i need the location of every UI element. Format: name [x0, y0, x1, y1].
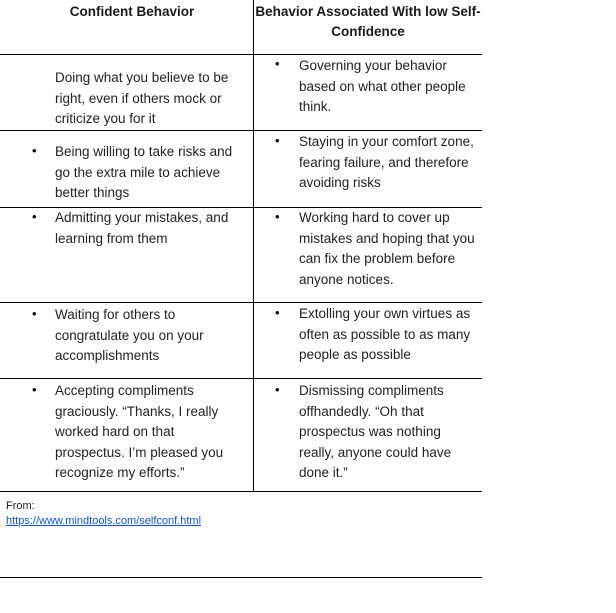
bullet-icon: • [32, 209, 37, 224]
row-3-confident-text: Admitting your mistakes, and learning from them [55, 210, 229, 246]
bullet-icon: • [32, 306, 37, 321]
bullet-icon: • [275, 209, 280, 224]
source-link[interactable]: https://www.mindtools.com/selfconf.html [6, 515, 202, 527]
row-2-low-confidence-text: Staying in your comfort zone, fearing failure, and therefore avoiding risks [299, 134, 474, 190]
source-footer [6, 499, 201, 529]
bullet-icon: • [32, 382, 37, 397]
row-1-confident-text: Doing what you believe to be right, even if others mock or criticize you for it [55, 70, 229, 126]
source-label: From: [6, 500, 35, 512]
header-low-confidence-behavior: Behavior Associated With low Self-Confidence [255, 4, 481, 39]
row-rule-3 [0, 302, 482, 303]
header-bottom-rule [0, 54, 482, 55]
bullet-icon: • [275, 56, 280, 71]
row-rule-1 [0, 130, 482, 131]
row-rule-5 [0, 491, 482, 492]
bullet-icon: • [32, 143, 37, 158]
header-confident-behavior: Confident Behavior [69, 4, 195, 19]
row-4-confident-text: Waiting for others to congratulate you on your accomplishments [55, 307, 204, 363]
row-1-low-confidence-text: Governing your behavior based on what other people think. [299, 58, 466, 114]
bullet-icon: • [275, 133, 280, 148]
row-rule-4 [0, 378, 482, 379]
page-bottom-rule [0, 577, 482, 578]
column-divider [253, 0, 254, 491]
bullet-icon: • [275, 382, 280, 397]
bullet-icon: • [275, 305, 280, 320]
row-2-confident-text: Being willing to take risks and go the extra mile to achieve better things [55, 144, 233, 200]
row-5-low-confidence-text: Dismissing compliments offhandedly. “Oh that prospectus was nothing really, anyone could have done it.” [299, 383, 452, 480]
row-3-low-confidence-text: Working hard to cover up mistakes and hoping that you can fix the problem before anyone notices. [299, 210, 475, 287]
row-4-low-confidence-text: Extolling your own virtues as often as possible to as many people as possible [299, 306, 471, 362]
row-5-confident-text: Accepting compliments graciously. “Thanks, I really worked hard on that prospectus. I’m pleased you recognize my efforts.” [55, 383, 224, 480]
